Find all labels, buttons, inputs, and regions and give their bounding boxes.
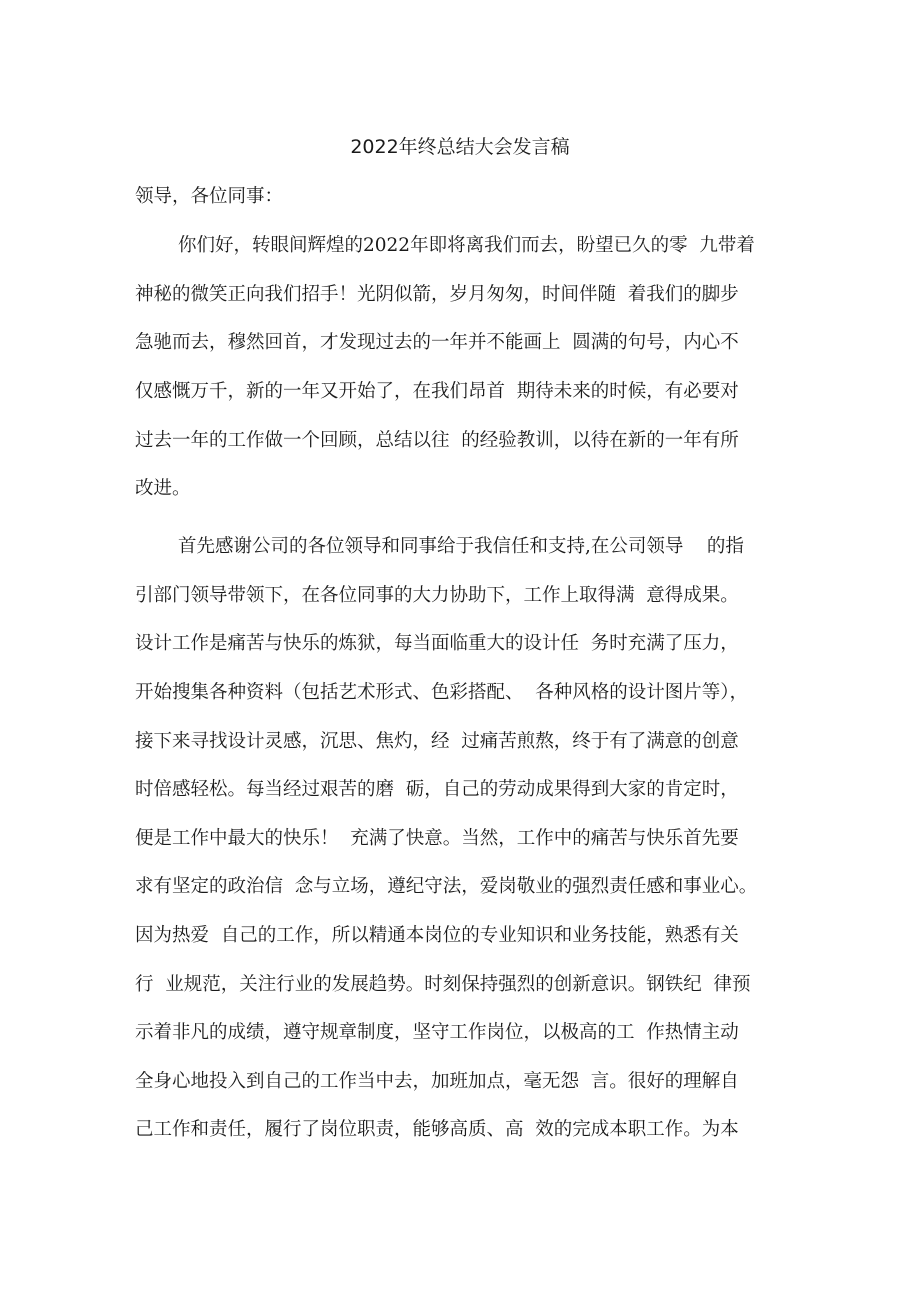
paragraph2-line: 行 业规范，关注行业的发展趋势。时刻保持强烈的创新意识。钢铁纪 律预 (135, 974, 751, 995)
paragraph2-line: 己工作和责任，履行了岗位职责，能够高质、高 效的完成本职工作。为本 (135, 1119, 739, 1140)
document-title: 2022年终总结大会发言稿 (350, 136, 570, 158)
paragraph2-line: 引部门领导带领下，在各位同事的大力协助下，工作上取得满 意得成果。 (135, 585, 739, 606)
paragraph2-line: 全身心地投入到自己的工作当中去，加班加点，毫无怨 言。很好的理解自 (135, 1071, 739, 1092)
paragraph2-line: 因为热爱 自己的工作，所以精通本岗位的专业知识和业务技能，熟悉有关 (135, 925, 739, 946)
paragraph2-line: 开始搜集各种资料（包括艺术形式、色彩搭配、 各种风格的设计图片等）， (135, 682, 749, 703)
paragraph1-line: 仅感慨万千，新的一年又开始了，在我们昂首 期待未来的时候，有必要对 (135, 381, 739, 402)
paragraph1-line: 改进。 (135, 478, 191, 499)
paragraph1-line: 急驰而去，穆然回首，才发现过去的一年并不能画上 圆满的句号，内心不 (135, 332, 739, 353)
paragraph1-line: 过去一年的工作做一个回顾，总结以往 的经验教训，以待在新的一年有所 (135, 430, 739, 451)
paragraph1-line: 你们好，转眼间辉煌的2022年即将离我们而去，盼望已久的零 九带着 (178, 235, 755, 256)
paragraph2-line: 首先感谢公司的各位领导和同事给于我信任和支持,在公司领导 的指 (178, 536, 744, 557)
paragraph1-line: 神秘的微笑正向我们招手！光阴似箭，岁月匆匆，时间伴随 着我们的脚步 (135, 284, 739, 305)
paragraph2-line: 示着非凡的成绩，遵守规章制度，坚守工作岗位，以极高的工 作热情主动 (135, 1022, 739, 1043)
paragraph2-line: 接下来寻找设计灵感，沉思、焦灼，经 过痛苦煎熬，终于有了满意的创意 (135, 731, 739, 752)
paragraph2-line: 时倍感轻松。每当经过艰苦的磨 砺，自己的劳动成果得到大家的肯定时， (135, 779, 739, 800)
paragraph2-line: 设计工作是痛苦与快乐的炼狱，每当面临重大的设计任 务时充满了压力， (135, 633, 739, 654)
paragraph2-line: 便是工作中最大的快乐！ 充满了快意。当然，工作中的痛苦与快乐首先要 (135, 828, 739, 849)
salutation: 领导，各位同事： (135, 186, 284, 207)
paragraph2-line: 求有坚定的政治信 念与立场，遵纪守法，爱岗敬业的强烈责任感和事业心。 (135, 876, 758, 897)
